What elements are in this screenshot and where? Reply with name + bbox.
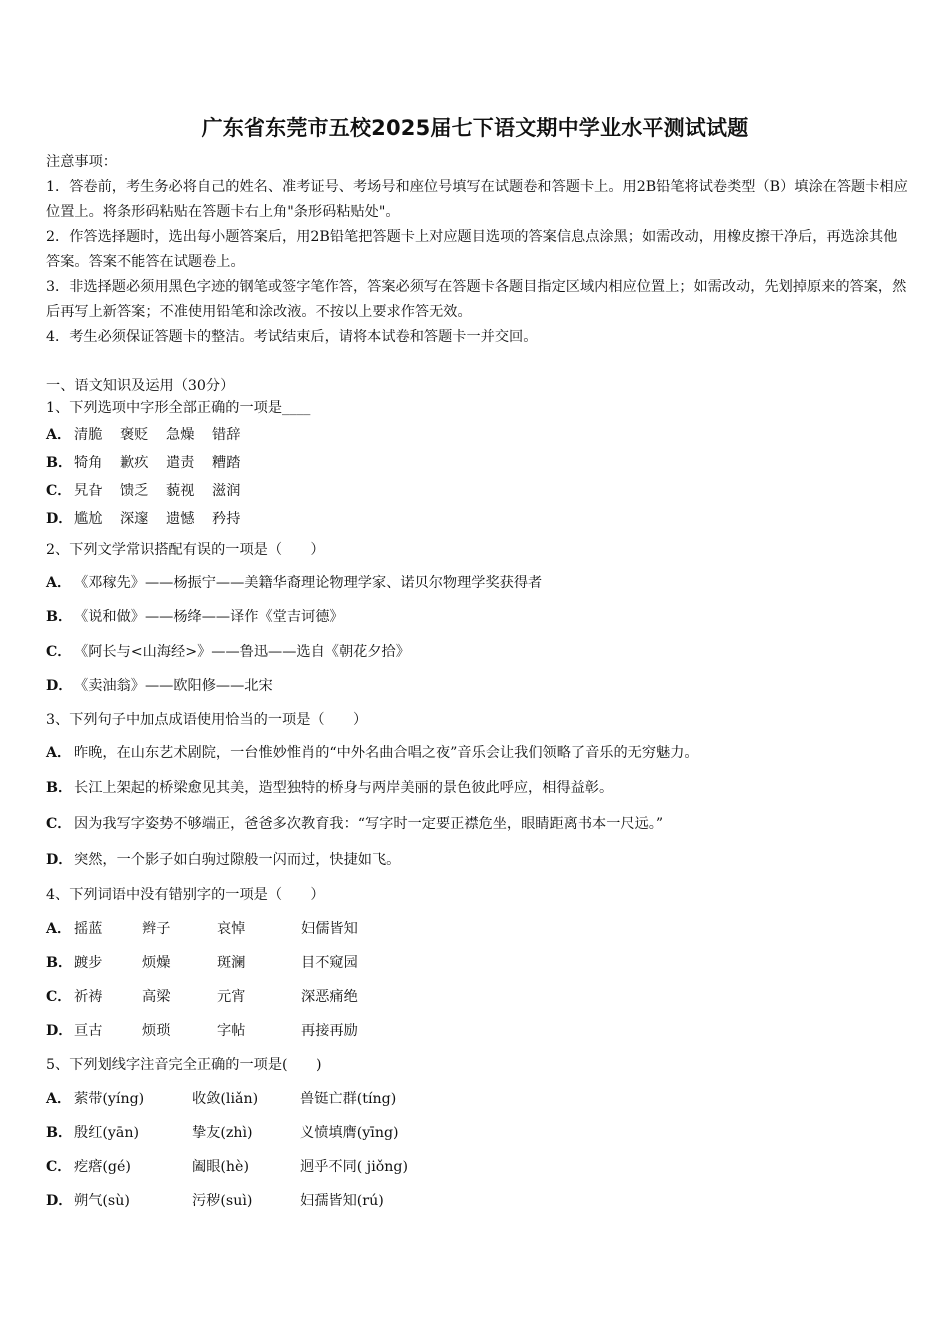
option-word: 深恶痛绝 [301, 989, 358, 1005]
notice-item: 1．答卷前，考生务必将自己的姓名、准考证号、考场号和座位号填写在试题卷和答题卡上。用2B铅笔将试卷类型（B）填涂在答题卡相应位置上。将条形码粘贴在答题卡右上角"条形码粘贴处"。 [46, 179, 908, 220]
option-word: 疙瘩(gé) [74, 1159, 131, 1175]
option-word: 萦带(yíng) [74, 1091, 145, 1107]
option-word: 矜持 [212, 511, 241, 527]
option-word: 朔气(sù) [74, 1193, 130, 1209]
option-word: 收敛(liǎn) [192, 1091, 259, 1107]
option-label: A． [46, 921, 72, 937]
notice-heading: 注意事项： [46, 154, 117, 170]
option-label: B． [46, 609, 73, 625]
option-text: 因为我写字姿势不够端正，爸爸多次教育我：“写字时一定要正襟危坐，眼睛距离书本一尺远。” [74, 816, 664, 832]
question-3-option-b [46, 777, 613, 797]
option-label: C． [46, 1159, 72, 1175]
option-word: 褒贬 [120, 427, 149, 443]
section-heading: 一、语文知识及运用（30分） [46, 378, 235, 394]
option-word: 歉疚 [120, 455, 149, 471]
option-text: 《邓稼先》——杨振宁——美籍华裔理论物理学家、诺贝尔物理学奖获得者 [74, 575, 543, 591]
option-word: 斑澜 [217, 955, 246, 971]
question-2-option-d [46, 675, 273, 695]
option-word: 摇蓝 [74, 921, 103, 937]
option-word: 深邃 [120, 511, 149, 527]
option-label: D． [46, 852, 73, 868]
option-label: C． [46, 483, 72, 499]
option-label: C． [46, 816, 72, 832]
option-word: 辫子 [142, 921, 171, 937]
option-word: 馈乏 [120, 483, 149, 499]
option-label: B． [46, 1125, 73, 1141]
option-label: B． [46, 455, 73, 471]
question-1-stem: 1、下列选项中字形全部正确的一项是____ [46, 400, 311, 416]
option-label: A． [46, 1091, 72, 1107]
option-word: 踱步 [74, 955, 103, 971]
option-label: D． [46, 1023, 73, 1039]
question-1-option-d [46, 508, 240, 528]
question-4-option-d [46, 1020, 358, 1040]
option-word: 滋润 [212, 483, 241, 499]
option-word: 目不窥园 [301, 955, 358, 971]
notice-block [46, 150, 908, 350]
option-label: A． [46, 427, 72, 443]
question-3-stem: 3、下列句子中加点成语使用恰当的一项是（ ） [46, 712, 368, 728]
option-word: 再接再励 [301, 1023, 358, 1039]
option-word: 烦琐 [142, 1023, 171, 1039]
option-label: B． [46, 955, 73, 971]
option-word: 烦燥 [142, 955, 171, 971]
option-label: D． [46, 511, 73, 527]
question-1-option-b [46, 452, 240, 472]
option-word: 殷红(yān) [74, 1125, 140, 1141]
option-word: 祈祷 [74, 989, 103, 1005]
option-label: C． [46, 644, 72, 660]
option-word: 元宵 [217, 989, 246, 1005]
option-label: D． [46, 1193, 73, 1209]
option-word: 急燥 [166, 427, 195, 443]
option-word: 挚友(zhì) [192, 1125, 253, 1141]
option-text: 长江上架起的桥梁愈见其美，造型独特的桥身与两岸美丽的景色彼此呼应，相得益彰。 [74, 780, 614, 796]
document-title: 广东省东莞市五校2025届七下语文期中学业水平测试试题 [201, 116, 749, 140]
question-2-option-a [46, 572, 542, 592]
option-text: 《阿长与<山海经>》——鲁迅——选自《朝花夕拾》 [74, 644, 410, 660]
option-label: C． [46, 989, 72, 1005]
option-label: A． [46, 745, 72, 761]
option-text: 突然，一个影子如白驹过隙般一闪而过，快捷如飞。 [74, 852, 401, 868]
option-word: 哀悼 [217, 921, 246, 937]
option-word: 污秽(suì) [192, 1193, 253, 1209]
option-word: 义愤填膺(yīng) [300, 1125, 399, 1141]
option-label: B． [46, 780, 73, 796]
notice-item: 3．非选择题必须用黑色字迹的钢笔或签字笔作答，答案必须写在答题卡各题目指定区域内相应位置上；如需改动，先划掉原来的答案，然后再写上新答案；不准使用铅笔和涂改液。不按以上要求作答无效。 [46, 279, 907, 320]
question-1-option-a [46, 424, 240, 444]
question-4-option-a [46, 918, 358, 938]
option-word: 藐视 [166, 483, 195, 499]
option-word: 亘古 [74, 1023, 103, 1039]
option-label: D． [46, 678, 73, 694]
question-2-option-b [46, 606, 344, 626]
option-label: A． [46, 575, 72, 591]
option-word: 旯旮 [74, 483, 103, 499]
option-word: 字帖 [217, 1023, 246, 1039]
option-word: 阖眼(hè) [192, 1159, 249, 1175]
question-2-stem: 2、下列文学常识搭配有误的一项是（ ） [46, 542, 325, 558]
option-word: 遣责 [166, 455, 195, 471]
question-5-option-b [46, 1122, 399, 1142]
option-text: 《说和做》——杨绛——译作《堂吉诃德》 [74, 609, 344, 625]
option-word: 妇孺皆知(rú) [300, 1193, 384, 1209]
option-word: 妇儒皆知 [301, 921, 358, 937]
question-4-option-c [46, 986, 358, 1006]
option-text: 昨晚，在山东艺术剧院，一台惟妙惟肖的“中外名曲合唱之夜”音乐会让我们领略了音乐的无穷魅力。 [74, 745, 699, 761]
option-text: 《卖油翁》——欧阳修——北宋 [74, 678, 273, 694]
question-3-option-c [46, 813, 663, 833]
notice-item: 2．作答选择题时，选出每小题答案后，用2B铅笔把答题卡上对应题目选项的答案信息点涂黑；如需改动，用橡皮擦干净后，再选涂其他答案。答案不能答在试题卷上。 [46, 229, 898, 270]
option-word: 糟踏 [212, 455, 241, 471]
notice-item: 4．考生必须保证答题卡的整洁。考试结束后，请将本试卷和答题卡一并交回。 [46, 329, 538, 345]
question-4-stem: 4、下列词语中没有错别字的一项是（ ） [46, 887, 325, 903]
option-word: 迥乎不同( jiǒng) [300, 1159, 409, 1175]
question-5-stem: 5、下列划线字注音完全正确的一项是( ) [46, 1057, 322, 1073]
option-word: 犄角 [74, 455, 103, 471]
question-3-option-a [46, 742, 699, 762]
question-4-option-b [46, 952, 358, 972]
question-5-option-a [46, 1088, 396, 1108]
option-word: 兽铤亡群(tíng) [300, 1091, 397, 1107]
question-3-option-d [46, 849, 400, 869]
option-word: 高梁 [142, 989, 171, 1005]
option-word: 尴尬 [74, 511, 103, 527]
option-word: 遗憾 [166, 511, 195, 527]
option-word: 错辞 [212, 427, 241, 443]
question-5-option-c [46, 1156, 408, 1176]
question-2-option-c [46, 641, 410, 661]
option-word: 清脆 [74, 427, 103, 443]
question-1-option-c [46, 480, 240, 500]
question-5-option-d [46, 1190, 384, 1210]
